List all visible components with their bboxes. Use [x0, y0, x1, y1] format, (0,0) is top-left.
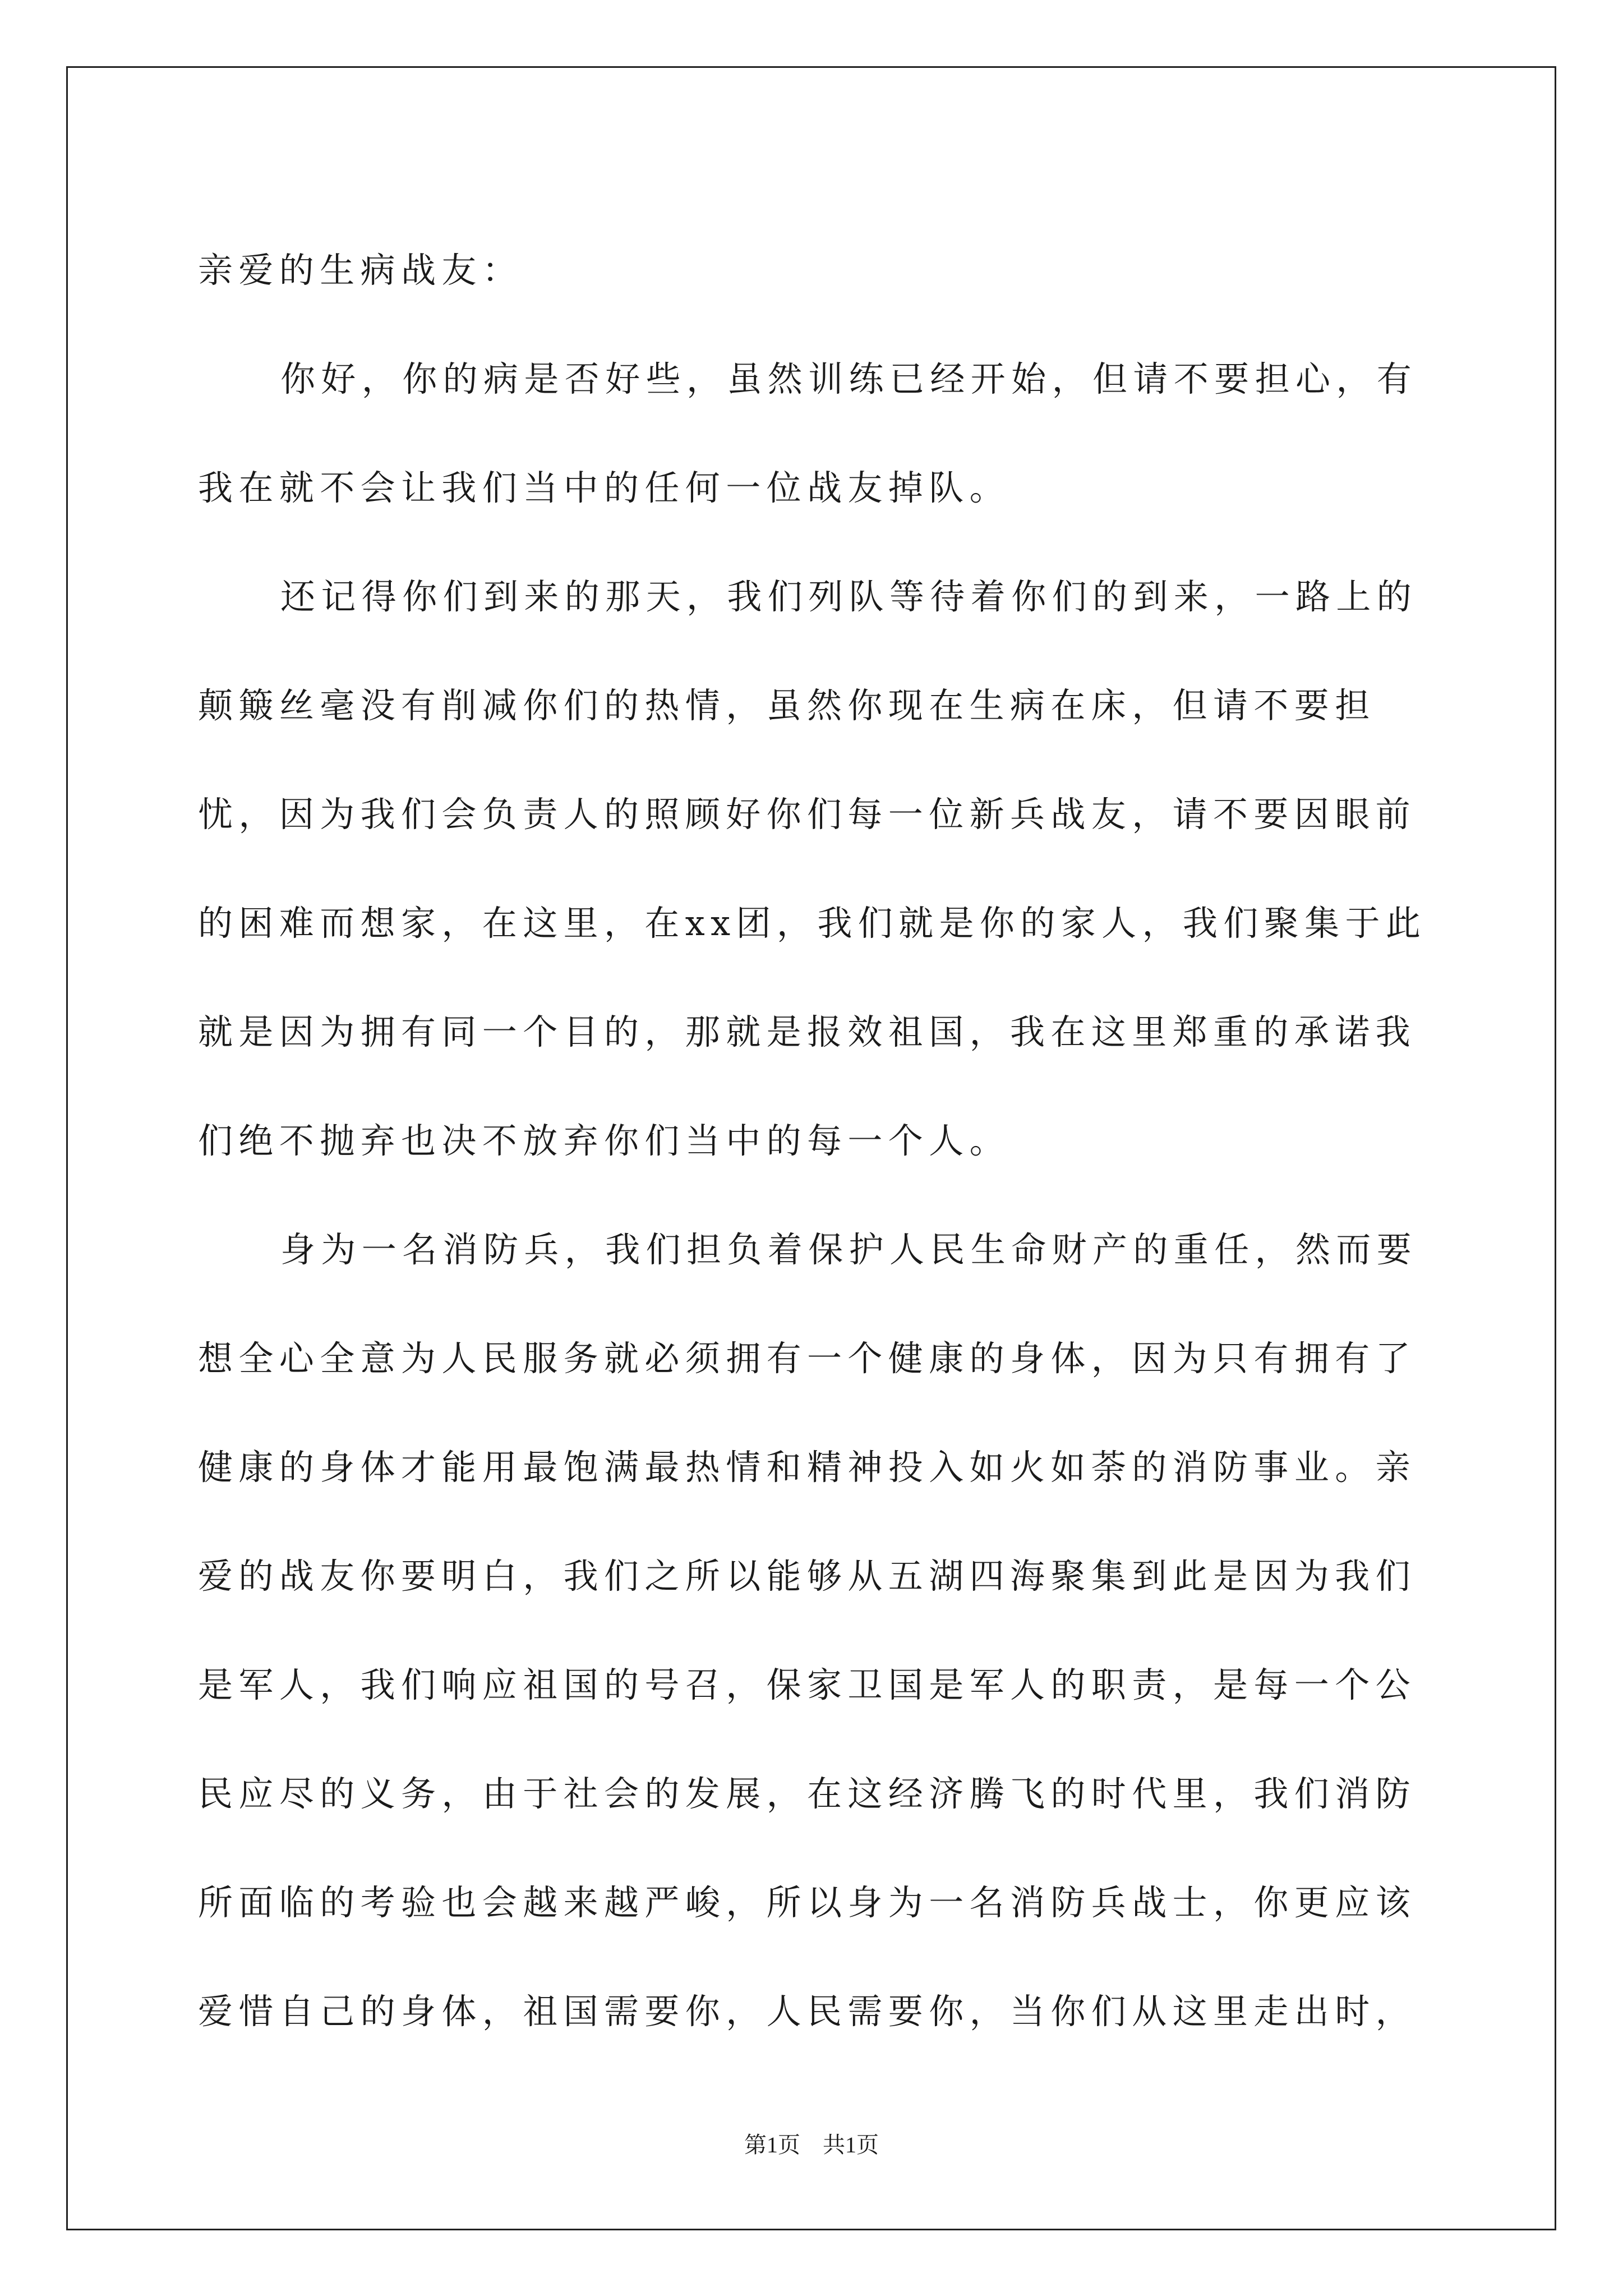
salutation: 亲爱的生病战友：: [198, 250, 523, 291]
paragraph-2: 还记得你们到来的那天，我们列队等待着你们的到来，一路上的颠簸丝毫没有削减你们的热情，虽然你现在生病在床，但请不要担忧，因为我们会负责人的照顾好你们每一位新兵战友，请不要因眼前的困难而想家，在这里，在xx团，我们就是你的家人，我们聚集于此就是因为拥有同一个目的，那就是报效祖国，我在这里郑重的承诺我们绝不抛弃也决不放弃你们当中的每一个人。: [198, 576, 1427, 1161]
paragraph-1: 你好，你的病是否好些，虽然训练已经开始，但请不要担心，有我在就不会让我们当中的任何一位战友掉队。: [198, 358, 1418, 508]
page-number-footer: 第1页 共1页: [744, 2132, 879, 2157]
paragraph-3: 身为一名消防兵，我们担负着保护人民生命财产的重任，然而要想全心全意为人民服务就必须拥有一个健康的身体，因为只有拥有了健康的身体才能用最饱满最热情和精神投入如火如荼的消防事业。亲爱的战友你要明白，我们之所以能够从五湖四海聚集到此是因为我们是军人，我们响应祖国的号召，保家卫国是军人的职责，是每一个公民应尽的义务，由于社会的发展，在这经济腾飞的时代里，我们消防所面临的考验也会越来越严峻，所以身为一名消防兵战士，你更应该爱惜自己的身体，祖国需要你，人民需要你，当你们从这里走出时，: [198, 1229, 1418, 2032]
letter-body: [198, 216, 1439, 2066]
